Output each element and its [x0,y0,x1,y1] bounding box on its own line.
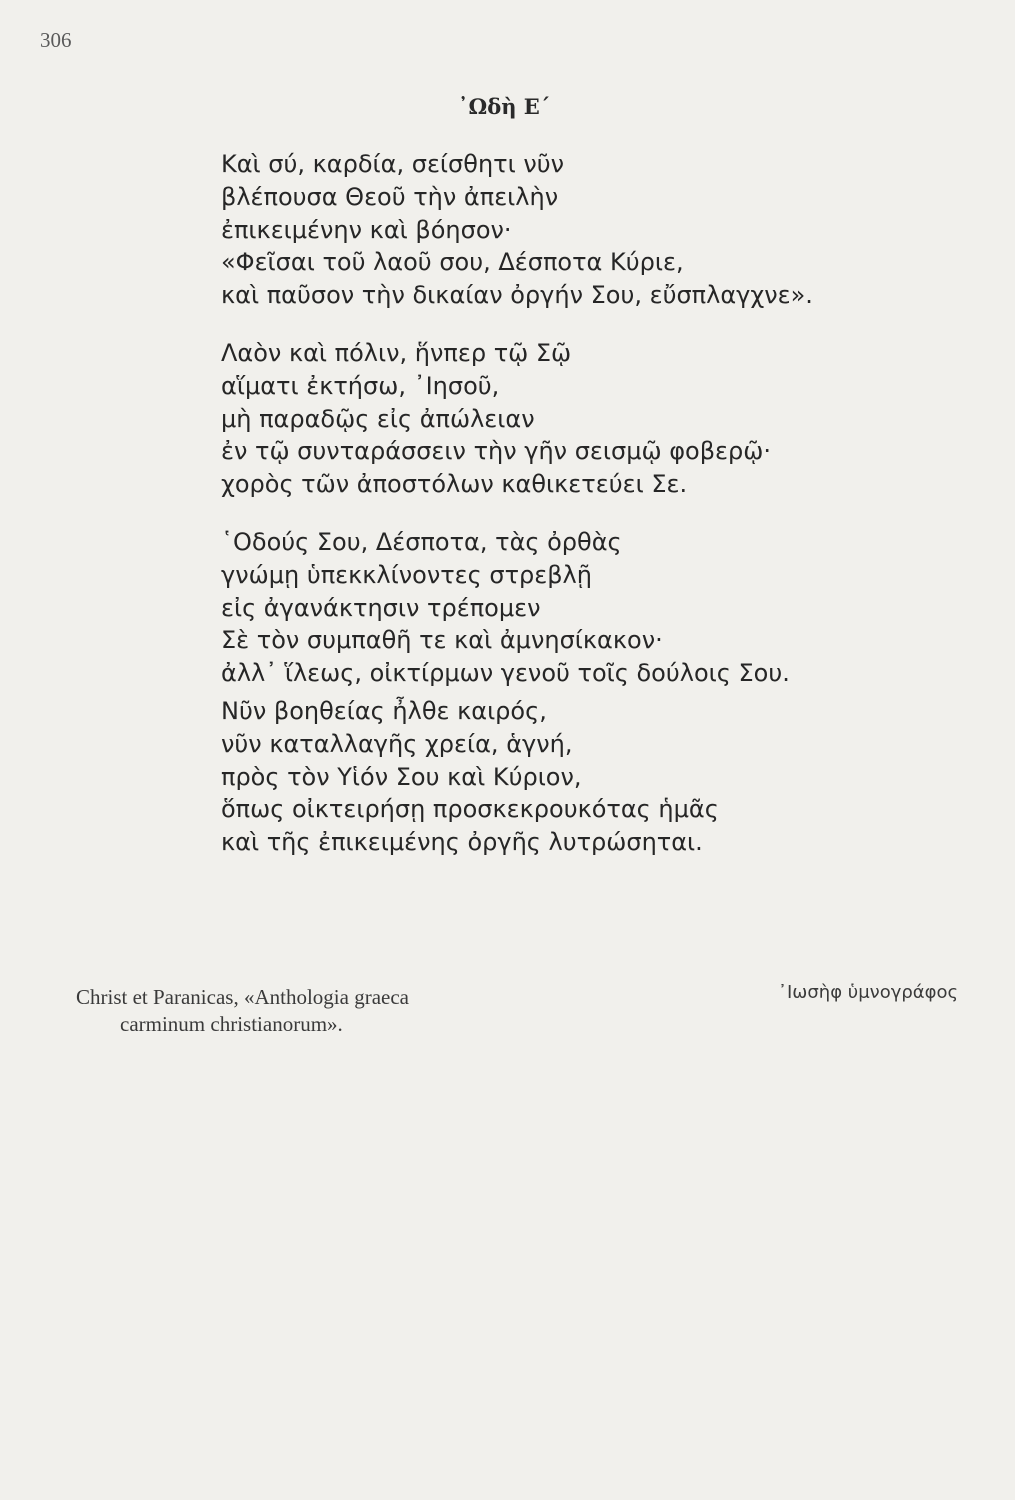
poem-line: Σὲ τὸν συμπαθῆ τε καὶ ἀμνησίκακον· [221,626,663,655]
author-attribution: ᾿Ιωσὴφ ὑμνογράφος [778,982,959,1003]
stanza [221,695,813,859]
poem-line: μὴ παραδῷς εἰς ἀπώλειαν [221,404,535,433]
poem [221,148,813,884]
ode-title: ᾿Ωδὴ Ε΄ [458,94,551,119]
citation [76,984,409,1038]
poem-line: Λαὸν καὶ πόλιν, ἥνπερ τῷ Σῷ [221,338,572,367]
poem-line: καὶ τῆς ἐπικειμένης ὀργῆς λυτρώσηται. [221,828,703,857]
poem-line: νῦν καταλλαγῆς χρεία, ἁγνή, [221,729,573,758]
poem-line: «Φεῖσαι τοῦ λαοῦ σου, Δέσποτα Κύριε, [221,248,684,277]
poem-line: αἵματι ἐκτήσω, ᾿Ιησοῦ, [221,371,500,400]
poem-line: γνώμῃ ὑπεκκλίνοντες στρεβλῇ [221,560,592,589]
poem-line: ῾Οδούς Σου, Δέσποτα, τὰς ὀρθὰς [221,527,622,556]
stanza [221,337,813,501]
page-number: 306 [40,28,72,52]
stanza [221,148,813,312]
poem-line: ὅπως οἰκτειρήσῃ προσκεκρουκότας ἡμᾶς [221,795,719,824]
poem-line: Νῦν βοηθείας ἦλθε καιρός, [221,696,547,725]
poem-line: ἐν τῷ συνταράσσειν τὴν γῆν σεισμῷ φοβερῷ· [221,437,771,466]
citation-line: carminum christianorum». [120,1012,343,1036]
poem-line: εἰς ἀγανάκτησιν τρέπομεν [221,593,541,622]
poem-line: καὶ παῦσον τὴν δικαίαν ὀργήν Σου, εὔσπλαγχνε». [221,281,813,310]
citation-line: Christ et Paranicas, «Anthologia graeca [76,985,409,1009]
poem-line: ἐπικειμένην καὶ βόησον· [221,215,512,244]
poem-line: χορὸς τῶν ἀποστόλων καθικετεύει Σε. [221,470,688,499]
poem-line: βλέπουσα Θεοῦ τὴν ἀπειλὴν [221,182,559,211]
poem-line: ἀλλ᾿ ἵλεως, οἰκτίρμων γενοῦ τοῖς δούλοις Σου. [221,659,790,688]
poem-line: πρὸς τὸν Υἱόν Σου καὶ Κύριον, [221,762,582,791]
poem-line: Καὶ σύ, καρδία, σείσθητι νῦν [221,150,565,178]
stanza [221,526,813,690]
